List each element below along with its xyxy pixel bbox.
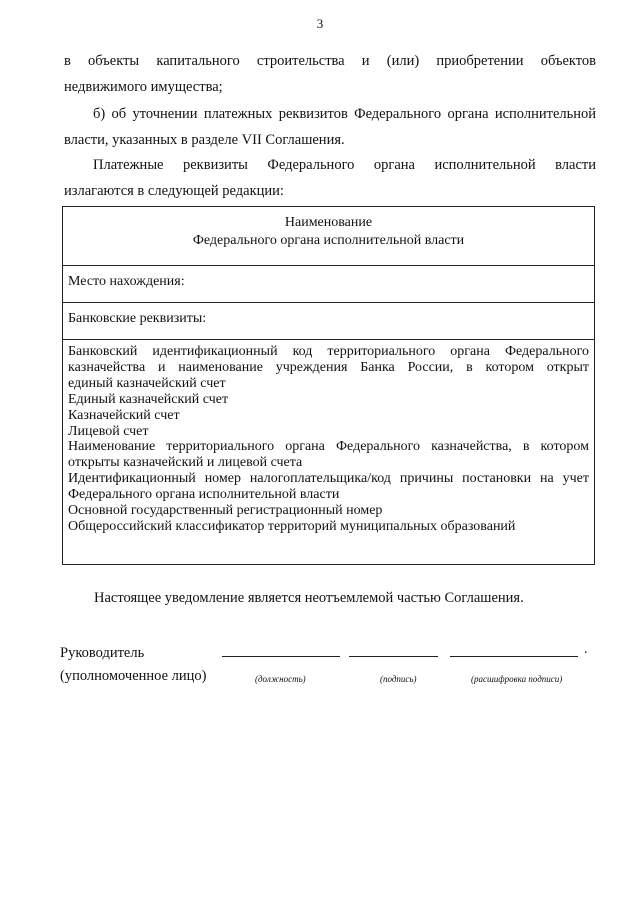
signatory-title: Руководитель <box>60 645 145 661</box>
details-line: открыты казначейский и лицевой счета <box>68 455 303 471</box>
page-number: 3 <box>316 16 324 31</box>
details-line: Основной государственный регистрационный номер <box>68 503 383 519</box>
end-mark: . <box>584 642 588 657</box>
item-b-line-1: б) об уточнении платежных реквизитов Федерального органа исполнительной <box>93 106 596 122</box>
payment-details-table <box>62 206 595 565</box>
signature-line <box>349 656 438 657</box>
details-line: Лицевой счет <box>68 423 149 439</box>
table-header-line-1: Наименование <box>284 215 373 230</box>
location-row: Место нахождения: <box>63 266 594 303</box>
signatory-subtitle: (уполномоченное лицо) <box>60 668 207 684</box>
signature-caption: (подпись) <box>380 674 417 684</box>
table-header-line-2: Федерального органа исполнительной власти <box>192 233 465 248</box>
closing-statement: Настоящее уведомление является неотъемлемой частью Соглашения. <box>94 590 524 606</box>
details-line: Единый казначейский счет <box>68 391 229 407</box>
bank-details-row: Банковские реквизиты: <box>63 303 594 340</box>
name-caption: (расшифровка подписи) <box>471 674 563 684</box>
position-caption: (должность) <box>255 674 306 684</box>
intro-line-2: недвижимого имущества; <box>64 79 223 95</box>
paragraph-3-line-1: Платежные реквизиты Федерального органа исполнительной власти <box>93 157 596 173</box>
position-line <box>222 656 340 657</box>
paragraph-3-line-2: излагаются в следующей редакции: <box>64 183 284 199</box>
details-line: Идентификационный номер налогоплательщика/код причины постановки на учет <box>68 471 589 487</box>
details-line: Банковский идентификационный код территориального органа Федерального <box>68 344 589 359</box>
details-list-row <box>63 340 594 564</box>
details-line: казначейства и наименование учреждения Банка России, в котором открыт <box>68 359 589 375</box>
intro-line-1: в объекты капитального строительства и (или) приобретении объектов <box>64 53 596 69</box>
details-line: Наименование территориального органа Федерального казначейства, в котором <box>68 439 589 455</box>
details-line: Общероссийский классификатор территорий муниципальных образований <box>68 518 516 534</box>
details-line: единый казначейский счет <box>68 375 226 391</box>
name-line <box>450 656 578 657</box>
table-header-row <box>63 207 594 266</box>
details-line: Казначейский счет <box>68 407 180 423</box>
details-line: Федерального органа исполнительной власти <box>68 487 340 503</box>
item-b-line-2: власти, указанных в разделе VII Соглашения. <box>64 132 345 148</box>
